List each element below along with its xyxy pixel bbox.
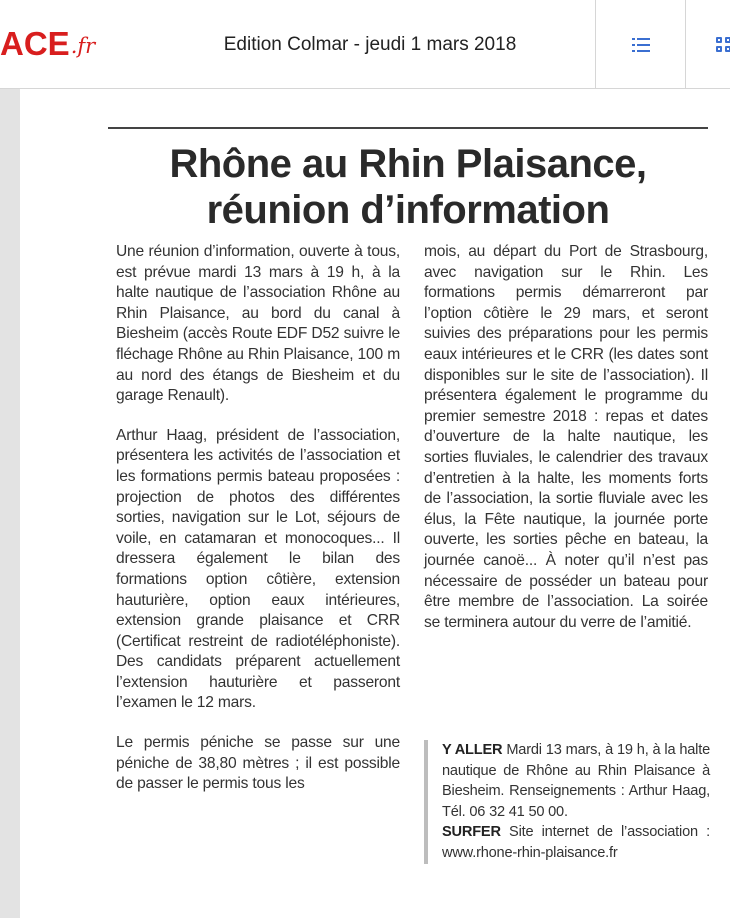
article-paragraph: Le permis péniche se passe sur une péniche de 38,80 mètres ; il est possible de passer le permis tous les bbox=[116, 734, 400, 793]
y-aller-label: Y ALLER bbox=[442, 742, 503, 758]
article-page bbox=[20, 89, 730, 918]
list-view-button[interactable] bbox=[595, 0, 685, 89]
title-line-1: Rhône au Rhin Plaisance, bbox=[169, 142, 647, 186]
practical-info-box bbox=[424, 740, 710, 864]
info-surfer bbox=[442, 822, 710, 863]
article-column-right bbox=[424, 242, 708, 652]
list-icon bbox=[632, 38, 650, 52]
article-title bbox=[108, 141, 708, 233]
logo-suffix: .fr bbox=[70, 34, 96, 58]
top-bar bbox=[0, 0, 730, 89]
grid-icon bbox=[716, 37, 730, 53]
info-y-aller bbox=[442, 740, 710, 822]
site-logo[interactable] bbox=[0, 22, 95, 66]
left-margin bbox=[0, 89, 20, 918]
article-paragraph: Une réunion d’information, ouverte à tous, est prévue mardi 13 mars à 19 h, à la halte nautique de l’association Rhône au Rhin Plaisance, au bord du canal à Biesheim (accès Route EDF D52 suivre le fléchage Rhône au Rhin Plaisance, 100 m au nord des étangs de Biesheim et du garage Renault). bbox=[116, 243, 400, 405]
article-paragraph: Arthur Haag, président de l’association, présentera les activités de l’association et les formations permis bateau proposées : projection de photos des différentes sorties, navigation sur le Lot, séjours de voile, en catamaran et monocoques... Il dressera également le bilan des formations option côtière, extension hauturière, option eaux intérieures, extension grande plaisance et CRR (Certificat restreint de radiotéléphoniste). Des candidats préparent actuellement l’extension hauturière et passeront l’examen le 12 mars. bbox=[116, 426, 400, 712]
surfer-label: SURFER bbox=[442, 824, 501, 841]
surfer-text: Site internet de l’association : www.rhone-rhin-plaisance.fr bbox=[442, 824, 710, 861]
y-aller-text: Mardi 13 mars, à 19 h, à la halte nautique de Rhône au Rhin Plaisance à Biesheim. Renseignements : Arthur Haag, Tél. 06 32 41 50 00. bbox=[442, 742, 710, 820]
article-column-left bbox=[116, 242, 400, 814]
edition-title: Edition Colmar - jeudi 1 mars 2018 bbox=[223, 34, 517, 55]
logo-text: ACE bbox=[0, 25, 70, 62]
title-line-2: réunion d’information bbox=[206, 188, 610, 232]
title-rule bbox=[108, 127, 708, 129]
article-paragraph: mois, au départ du Port de Strasbourg, avec navigation sur le Rhin. Les formations permis démarreront par l’option côtière le 29 mars, et seront suivies des préparations pour les permis eaux intérieures et le CRR (les dates sont disponibles sur le site de l’association). Il présentera également le programme du premier semestre 2018 : repas et dates d’ouverture de la halte nautique, les sorties fluviales, le calendrier des travaux d’entretien à la halte, les moments forts de l’association, la sortie fluviale avec les élus, la Fête nautique, la journée porte ouverte, les sorties pêche en bateau, la journée canoë... À noter qu’il n’est pas nécessaire de posséder un bateau pour être membre de l’association. La soirée se terminera autour du verre de l’amitié. bbox=[424, 243, 708, 631]
grid-view-button[interactable] bbox=[685, 0, 730, 89]
